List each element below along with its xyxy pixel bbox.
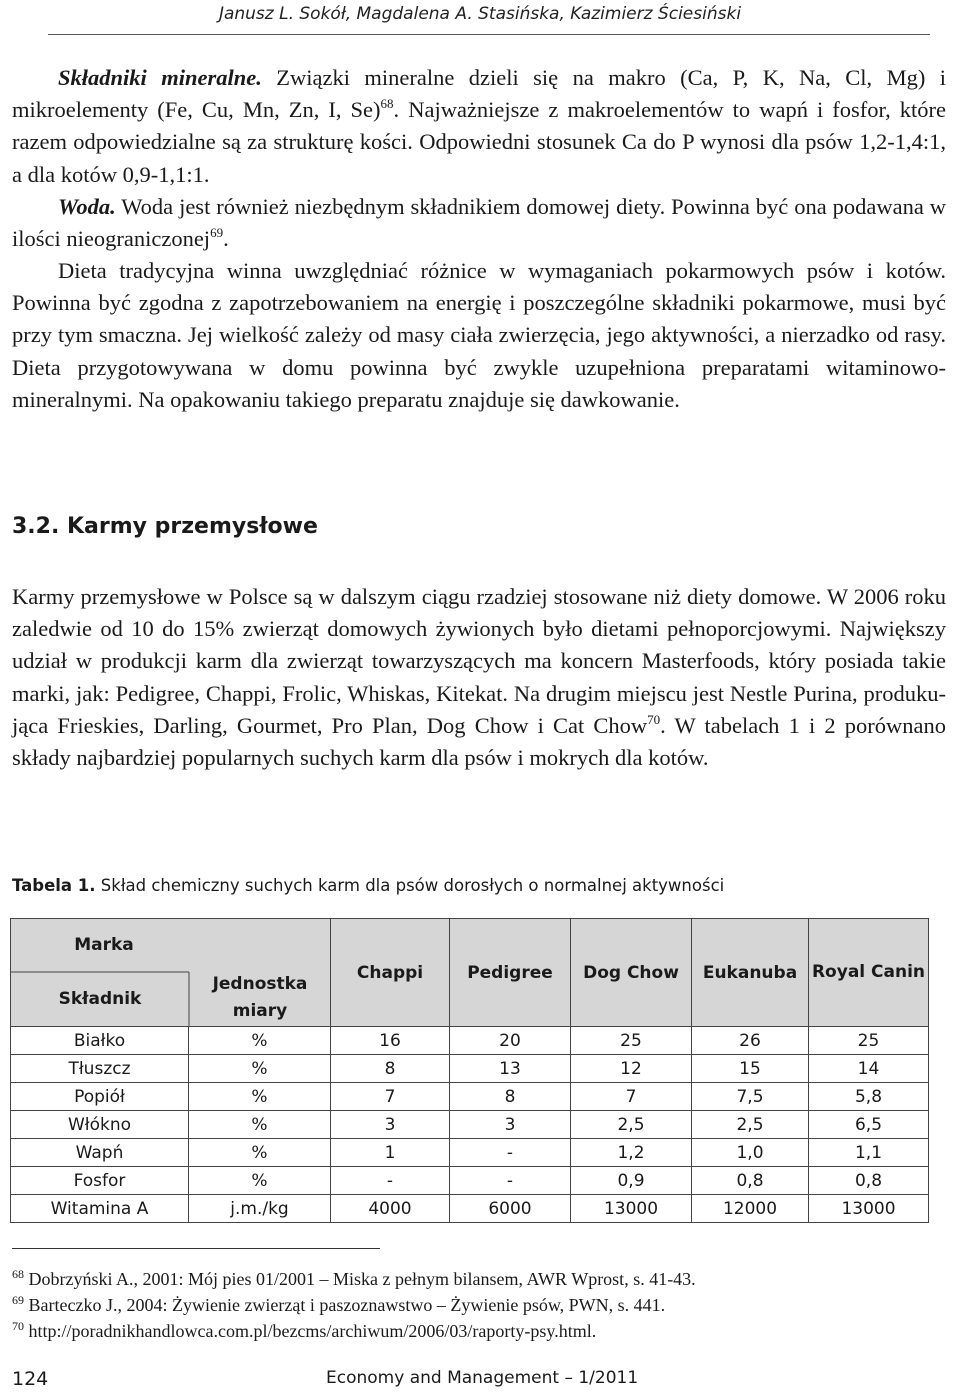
cell-value: 25 bbox=[571, 1027, 692, 1055]
diet-text: Dieta tradycyjna winna uwzględniać różnice w wymaganiach pokarmowych psów i kotów. Powinna być zgodna z zapotrzebowaniem na energię i poszczególne składniki pokarmowe, musi być przy tym smaczna. Jej wielkość zależy od masy ciała zwierzęcia, jego aktywności, a nierzadko od rasy. Dieta przygotowywana w domu powinna być zwykle uzupełniona preparatami witaminowo-mineralnymi. Na opakowaniu takiego preparatu znajduje się dawkowanie. bbox=[12, 258, 946, 412]
cell-value: 12000 bbox=[692, 1195, 809, 1223]
cell-unit: % bbox=[189, 1027, 331, 1055]
water-text-2: . bbox=[223, 226, 229, 252]
cell-unit: % bbox=[189, 1167, 331, 1195]
cell-value: 13000 bbox=[571, 1195, 692, 1223]
cell-value: 1,1 bbox=[809, 1139, 929, 1167]
table-row bbox=[11, 1139, 929, 1167]
header-rule bbox=[48, 34, 930, 35]
header-unit-label: Jednostka miary bbox=[212, 974, 308, 1021]
composition-table-wrapper bbox=[10, 918, 928, 1223]
cell-component: Fosfor bbox=[11, 1167, 189, 1195]
cell-value: 1 bbox=[331, 1139, 450, 1167]
footnote-69 bbox=[12, 1294, 665, 1316]
table-row bbox=[11, 1167, 929, 1195]
cell-value: 6,5 bbox=[809, 1111, 929, 1139]
cell-value: 3 bbox=[450, 1111, 571, 1139]
cell-value: 14 bbox=[809, 1055, 929, 1083]
cell-value: 13 bbox=[450, 1055, 571, 1083]
minerals-lead: Składniki mineralne. bbox=[58, 65, 262, 90]
paragraph-water bbox=[12, 191, 946, 255]
cell-value: 7 bbox=[571, 1083, 692, 1111]
paragraph-minerals bbox=[12, 62, 946, 191]
cell-value: 2,5 bbox=[692, 1111, 809, 1139]
table-caption-text: Skład chemiczny suchych karm dla psów dorosłych o normalnej aktywności bbox=[95, 876, 725, 895]
cell-value: 7,5 bbox=[692, 1083, 809, 1111]
page-number: 124 bbox=[12, 1368, 49, 1390]
section-heading: 3.2. Karmy przemysłowe bbox=[12, 514, 318, 539]
table-row bbox=[11, 1111, 929, 1139]
table-header-row bbox=[11, 919, 929, 1027]
cell-value: 2,5 bbox=[571, 1111, 692, 1139]
cell-value: 20 bbox=[450, 1027, 571, 1055]
paragraph-industrial-feeds bbox=[12, 581, 946, 774]
footnote-separator bbox=[12, 1248, 380, 1249]
header-component-label: Składnik bbox=[58, 989, 142, 1009]
cell-unit: % bbox=[189, 1055, 331, 1083]
cell-value: 5,8 bbox=[809, 1083, 929, 1111]
footnote-number: 68 bbox=[12, 1267, 24, 1281]
industrial-text-1: Karmy przemysłowe w Polsce są w dalszym ciągu rzadziej stosowane niż diety domowe. W 2006 roku zaledwie od 10 do 15% zwierząt domowych żywionych było dietami pełnoporcjowymi. Największy udział w produkcji karm dla zwierząt towarzyszących ma koncern Masterfoods, który posiada takie marki, jak: Pedigree, Chappi, Frolic, Whiskas, Kitekat. Na drugim miejscu jest Nestle Purina, produku-jąca Frieskies, Darling, Gourmet, Pro Plan, Dog Chow i Cat Chow bbox=[12, 584, 946, 738]
header-brand-1: Chappi bbox=[331, 919, 450, 1027]
footnote-number: 70 bbox=[12, 1319, 24, 1333]
cell-value: 26 bbox=[692, 1027, 809, 1055]
footnote-ref-70: 70 bbox=[647, 711, 661, 727]
cell-component: Białko bbox=[11, 1027, 189, 1055]
cell-value: - bbox=[450, 1139, 571, 1167]
table-corner-cell bbox=[11, 919, 331, 1027]
water-lead: Woda. bbox=[58, 194, 116, 219]
cell-value: 13000 bbox=[809, 1195, 929, 1223]
cell-value: 0,8 bbox=[809, 1167, 929, 1195]
cell-value: - bbox=[450, 1167, 571, 1195]
header-brand-2: Pedigree bbox=[450, 919, 571, 1027]
footnote-text: Barteczko J., 2004: Żywienie zwierząt i paszoznawstwo – Żywienie psów, PWN, s. 441. bbox=[24, 1295, 666, 1315]
cell-value: 12 bbox=[571, 1055, 692, 1083]
table-caption-label: Tabela 1. bbox=[12, 876, 96, 895]
cell-value: 8 bbox=[331, 1055, 450, 1083]
cell-value: 0,9 bbox=[571, 1167, 692, 1195]
header-brand-3: Dog Chow bbox=[571, 919, 692, 1027]
footnote-ref-68: 68 bbox=[380, 96, 394, 112]
table-row bbox=[11, 1195, 929, 1223]
cell-unit: % bbox=[189, 1139, 331, 1167]
cell-value: 0,8 bbox=[692, 1167, 809, 1195]
header-brand-5: Royal Canin bbox=[809, 919, 929, 1027]
header-brand-label: Marka bbox=[74, 935, 134, 955]
footnote-68 bbox=[12, 1268, 696, 1290]
cell-value: 1,2 bbox=[571, 1139, 692, 1167]
cell-unit: % bbox=[189, 1083, 331, 1111]
water-text-1: Woda jest również niezbędnym składnikiem domowej diety. Powinna być ona podawana w ilości nieograniczonej bbox=[12, 194, 946, 252]
cell-component: Wapń bbox=[11, 1139, 189, 1167]
minerals-text-1: Związki mineralne dzieli się na makro (Ca, P, K, Na, Cl, Mg) i mikroelementy (Fe, Cu, Mn, Zn, I, Se) bbox=[12, 65, 946, 123]
journal-name: Economy and Management – 1/2011 bbox=[326, 1368, 639, 1388]
cell-component: Popiół bbox=[11, 1083, 189, 1111]
footnote-ref-69: 69 bbox=[210, 225, 224, 241]
cell-unit: j.m./kg bbox=[189, 1195, 331, 1223]
footnote-text: http://poradnikhandlowca.com.pl/bezcms/archiwum/2006/03/raporty-psy.html. bbox=[24, 1321, 597, 1341]
cell-component: Włókno bbox=[11, 1111, 189, 1139]
cell-component: Witamina A bbox=[11, 1195, 189, 1223]
table-row bbox=[11, 1027, 929, 1055]
composition-table bbox=[10, 918, 929, 1223]
cell-value: - bbox=[331, 1167, 450, 1195]
running-header-authors: Janusz L. Sokół, Magdalena A. Stasińska, Kazimierz Ściesiński bbox=[218, 4, 742, 24]
cell-value: 25 bbox=[809, 1027, 929, 1055]
table-row bbox=[11, 1055, 929, 1083]
header-brand-4: Eukanuba bbox=[692, 919, 809, 1027]
paragraph-diet bbox=[12, 255, 946, 416]
table-row bbox=[11, 1083, 929, 1111]
footnote-70 bbox=[12, 1320, 596, 1342]
cell-unit: % bbox=[189, 1111, 331, 1139]
table-caption bbox=[12, 876, 724, 895]
footnote-text: Dobrzyński A., 2001: Mój pies 01/2001 – Miska z pełnym bilansem, AWR Wprost, s. 41-43. bbox=[24, 1269, 696, 1289]
industrial-text-2: . W tabelach 1 i 2 porównano składy najbardziej popularnych suchych karm dla psów i mokrych dla kotów. bbox=[12, 712, 946, 771]
cell-value: 4000 bbox=[331, 1195, 450, 1223]
cell-value: 3 bbox=[331, 1111, 450, 1139]
footnote-number: 69 bbox=[12, 1293, 24, 1307]
cell-value: 6000 bbox=[450, 1195, 571, 1223]
minerals-text-2: . Najważniejsze z makroelementów to wapń i fosfor, które razem odpowiedzialne są za strukturę kości. Odpowiedni stosunek Ca do P wynosi dla psów 1,2-1,4:1, a dla kotów 0,9-1,1:1. bbox=[12, 97, 946, 187]
cell-value: 15 bbox=[692, 1055, 809, 1083]
cell-value: 8 bbox=[450, 1083, 571, 1111]
cell-value: 7 bbox=[331, 1083, 450, 1111]
cell-value: 1,0 bbox=[692, 1139, 809, 1167]
cell-component: Tłuszcz bbox=[11, 1055, 189, 1083]
cell-value: 16 bbox=[331, 1027, 450, 1055]
